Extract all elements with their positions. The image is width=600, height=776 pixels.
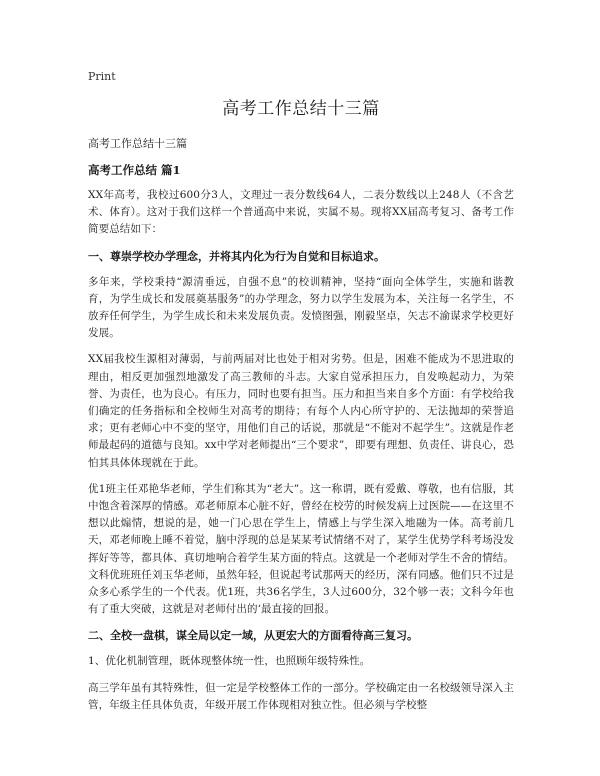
document-subtitle: 高考工作总结十三篇 [88, 137, 187, 150]
body-paragraph: XX届我校生源相对薄弱，与前两届对比也处于相对劣势。但是，困难不能成为不思进取的理由，相反更加强烈地激发了高三教师的斗志。大家自觉承担压力，自发唤起动力，为荣誉、为责任，也为良心。有压力，同时也要有担当。压力和担当来自多个方面：有学校给我们确定的任务指标和全校师生对高考的期待；有每个人内心所守护的、无法抛却的荣誉追求；更有老师心中不变的坚守，用他们自己的话说，那就是“不能对不起学生”。这就是作老师最起码的道德与良知。xx中学对老师提出“三个要求”，即要有理想、负责任、讲良心，恐怕其具体体现就在于此。 [88, 353, 514, 469]
print-label[interactable]: Print [88, 70, 116, 83]
body-paragraph: 1、优化机制管理，既体现整体统一性，也照顾年级特殊性。 [88, 655, 371, 668]
body-paragraph: 优1班主任邓艳华老师，学生们称其为“老大”。这一称谓，既有爱戴、尊敬，也有信服，其中饱含着深厚的情感。邓老师原本心脏不好，曾经在校劳的时候发病上过医院——在这里不想以此煽情，想说的是，她一门心思在学生上，情感上与学生深入地融为一体。高考前几天，邓老师晚上睡不着觉，脑中浮现的总是某某考试情绪不对了，某学生优势学科考场没发挥好等等，都具体、真切地响合着学生某方面的特点。这就是一个老师对学生不舍的情结。文科优班班任刘玉华老师，虽然年轻，但说起考试那两天的经历，深有同感。他们只不过是众多心系学生的一个代表。优1班，共36名学生，3人过600分，32个够一表；文科今年也有了重大突破，这就是对老师付出的‘最直接的回报。 [88, 482, 514, 616]
section-subheading: 一、尊崇学校办学理念，并将其内化为行为自觉和目标追求。 [88, 249, 385, 263]
section-subheading: 二、全校一盘棋，谋全局以定一域，从更宏大的方面看待高三复习。 [88, 629, 418, 643]
body-paragraph: XX年高考，我校过600分3人，文理过一表分数线64人，二表分数线以上248人（不含艺术、体育）。这对于我们这样一个普通高中来说，实属不易。现将XX届高考复习、备考工作简要总结如下： [88, 189, 514, 236]
section-heading: 高考工作总结 篇1 [88, 163, 181, 177]
document-body [88, 187, 514, 714]
document-title: 高考工作总结十三篇 [222, 99, 380, 119]
body-paragraph: 高三学年虽有其特殊性，但一定是学校整体工作的一部分。学校确定由一名校级领导深入主管，年级主任具体负责，年级开展工作体现相对独立性。但必须与学校整 [88, 681, 514, 711]
body-paragraph: 多年来，学校秉持“源清垂远，自强不息”的校训精神，坚持“面向全体学生，实施和谐教育，为学生成长和发展奠基服务”的办学理念，努力以学生发展为本，关注每一名学生，不放弃任何学生，为学生成长和未来发展负责。发愤图强，刚毅坚卓，矢志不渝谋求学校更好发展。 [88, 275, 514, 340]
